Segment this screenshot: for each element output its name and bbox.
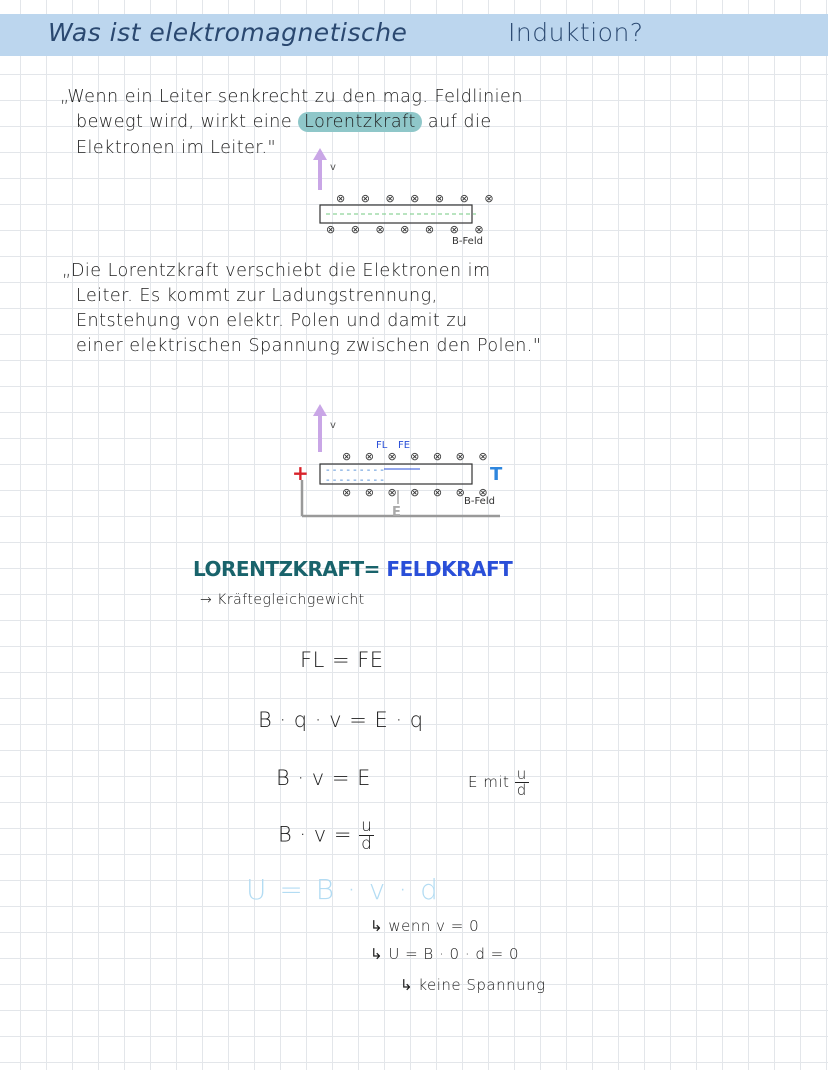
equation-bv-e: B · v = E: [276, 766, 371, 790]
lorentzkraft-highlight: Lorentzkraft: [298, 112, 422, 132]
equation-expanded: B · q · v = E · q: [258, 708, 424, 732]
electron-marks-bottom: - - - - - - - - -: [326, 475, 384, 486]
heading-equals: =: [363, 557, 380, 581]
fraction-numerator: u: [515, 767, 529, 783]
velocity-label-2: v: [330, 420, 336, 431]
equation-bv-ud-left: B · v =: [278, 822, 352, 847]
electron-marks-top: - - - - - - - - -: [326, 465, 384, 476]
b-field-label-2: B-Feld: [464, 496, 495, 507]
crosses-bottom: ⊗ ⊗ ⊗ ⊗ ⊗ ⊗ ⊗: [326, 223, 490, 236]
velocity-arrowhead: [313, 148, 327, 160]
heading-feldkraft: FELDKRAFT: [386, 557, 513, 581]
heading-lorentzkraft: LORENTZKRAFT: [193, 557, 364, 581]
b-field-label: B-Feld: [452, 236, 483, 247]
fraction-denominator: d: [516, 781, 527, 799]
plus-pole: +: [292, 461, 309, 485]
conclusion-line2: ↳ U = B · 0 · d = 0: [370, 945, 520, 963]
conclusion-line1: ↳ wenn v = 0: [370, 917, 480, 935]
e-field-label: E: [392, 505, 401, 520]
page-title: Was ist elektromagnetische: [48, 18, 408, 47]
fraction-u-d: [515, 767, 529, 798]
quote1-line2-post: auf die: [427, 112, 492, 132]
e-field-note: [468, 767, 529, 798]
crosses-top-2: ⊗ ⊗ ⊗ ⊗ ⊗ ⊗ ⊗: [342, 450, 493, 463]
fraction-numerator-2: u: [359, 818, 374, 836]
equation-forces: FL = FE: [300, 648, 384, 672]
velocity-arrowhead-2: [313, 404, 327, 416]
velocity-label: v: [330, 162, 336, 173]
conclusion-line3: ↳ keine Spannung: [400, 976, 546, 994]
page-title-induktion: Induktion?: [508, 18, 644, 47]
fraction-denominator-2: d: [361, 834, 373, 854]
conductor-diagram-1: [300, 148, 520, 248]
lorentz-equals-field-heading: [193, 557, 512, 581]
fraction-u-d-2: [359, 818, 374, 853]
equilibrium-note: → Kräftegleichgewicht: [200, 592, 365, 608]
quote2-line1: „Die Lorentzkraft verschiebt die Elektronen im: [62, 261, 491, 281]
e-field-note-text: E mit: [468, 773, 510, 791]
quote2-line2: Leiter. Es kommt zur Ladungstrennung,: [76, 286, 438, 306]
quote1-line1: „Wenn ein Leiter senkrecht zu den mag. Feldlinien: [60, 87, 523, 107]
field-force-label: FE: [398, 440, 411, 451]
lorentz-force-label: FL: [376, 440, 388, 451]
crosses-bottom-2: ⊗ ⊗ ⊗ ⊗ ⊗ ⊗ ⊗: [342, 486, 493, 499]
quote1-line2: [76, 111, 492, 134]
quote1-line2-pre: bewegt wird, wirkt eine: [76, 112, 293, 132]
minus-pole: T: [490, 464, 503, 485]
quote1-line3: Elektronen im Leiter.": [76, 138, 277, 158]
quote2-line4: einer elektrischen Spannung zwischen den Polen.": [76, 336, 542, 356]
crosses-top: ⊗ ⊗ ⊗ ⊗ ⊗ ⊗ ⊗: [336, 192, 500, 205]
quote2-line3: Entstehung von elektr. Polen und damit zu: [76, 311, 468, 331]
conductor-diagram-2: [284, 400, 524, 522]
final-formula: U = B · v · d: [246, 873, 440, 906]
equation-bv-ud: [278, 818, 374, 853]
